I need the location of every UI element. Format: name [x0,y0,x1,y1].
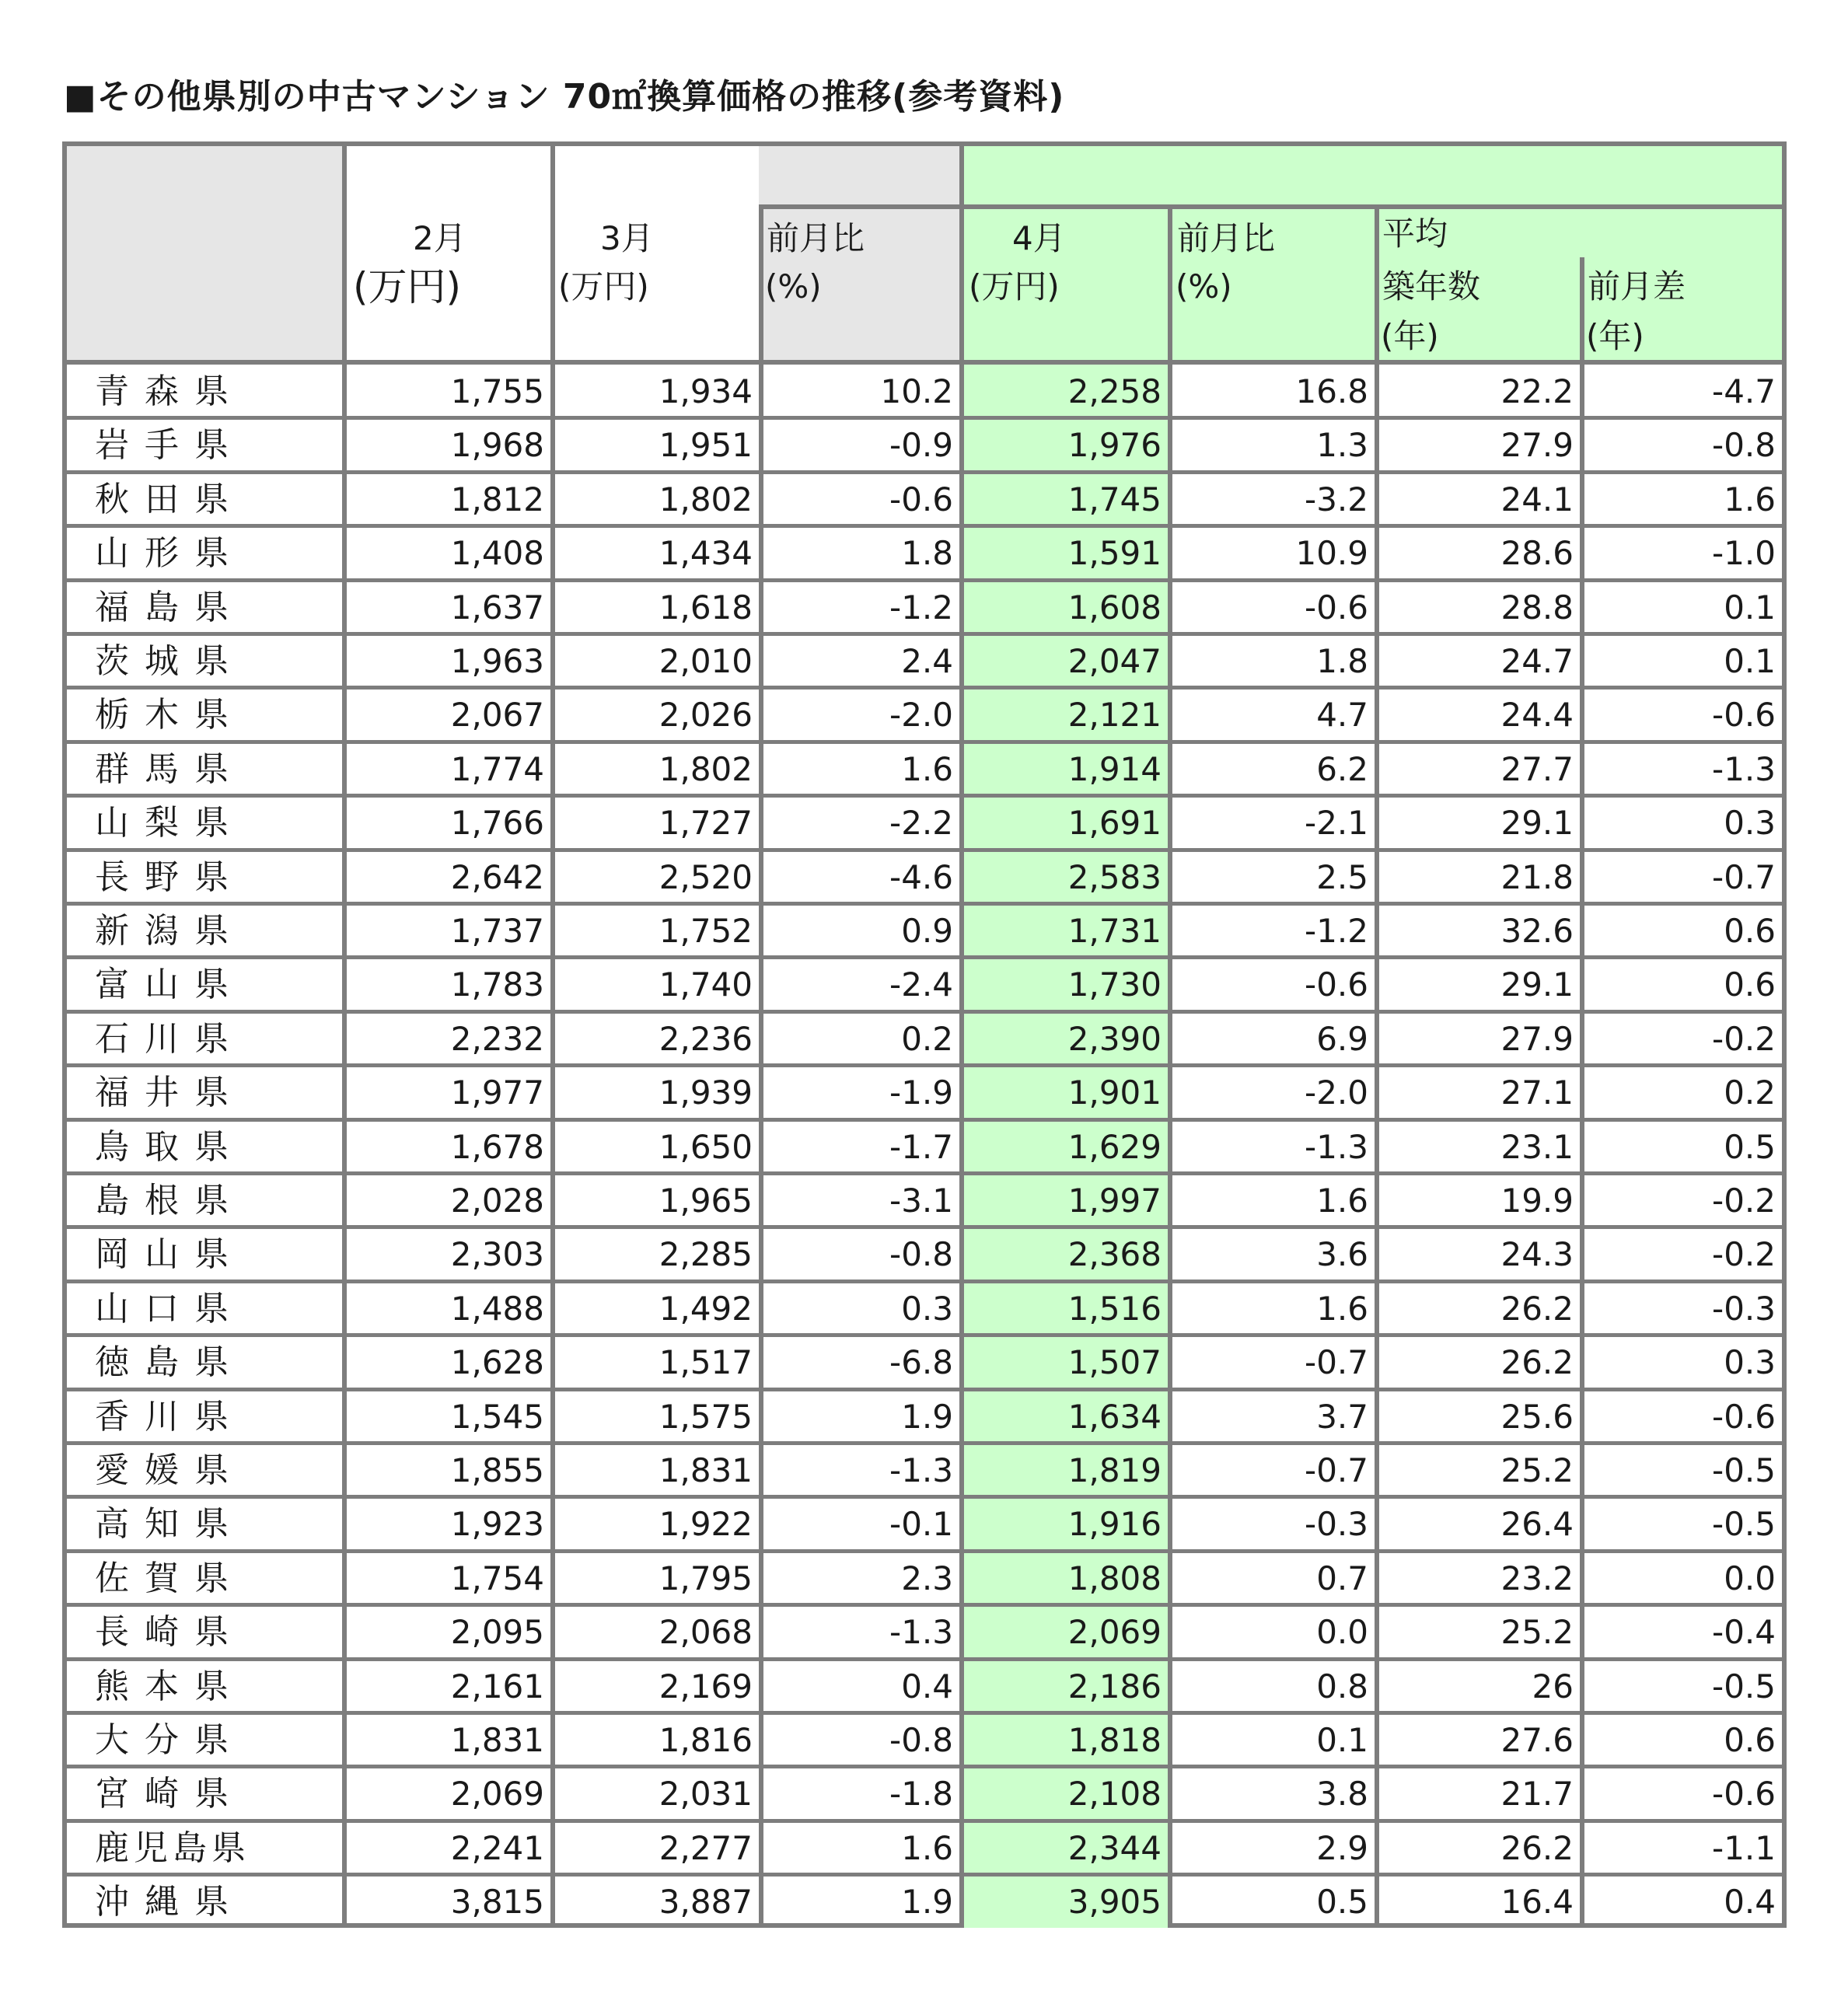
cell-age-diff: -0.2 [1712,1182,1776,1220]
prefecture-name: 石川県 [95,1018,244,1059]
cell-mar-chg: 0.4 [901,1667,953,1705]
cell-mar: 1,517 [659,1343,753,1382]
cell-age-diff: 0.3 [1724,1343,1776,1382]
table-row [67,1713,1782,1767]
cell-feb: 2,161 [450,1667,544,1705]
cell-age: 26.2 [1500,1828,1574,1867]
prefecture-name: 鳥取県 [95,1126,244,1167]
cell-apr: 2,108 [1067,1775,1162,1814]
prefecture-name: 群馬県 [95,749,244,789]
prefecture-name: 香川県 [95,1396,244,1437]
cell-apr: 2,583 [1067,857,1162,896]
cell-mar: 1,434 [659,534,753,573]
cell-age-diff: -1.3 [1712,749,1776,788]
cell-feb: 2,095 [450,1613,544,1652]
cell-apr-chg: -2.1 [1305,804,1368,843]
cell-mar: 3,887 [659,1883,753,1922]
table-row [67,1066,1782,1119]
cell-apr-chg: -0.7 [1305,1343,1368,1382]
cell-apr-chg: 0.8 [1316,1667,1368,1705]
cell-mar-chg: -1.2 [889,588,953,627]
cell-apr: 2,186 [1067,1667,1162,1705]
table-row [67,418,1782,472]
cell-mar-chg: -0.8 [889,1721,953,1759]
cell-apr: 1,634 [1067,1397,1162,1436]
cell-feb: 1,977 [450,1074,544,1112]
cell-mar: 1,802 [659,480,753,518]
cell-mar: 2,010 [659,642,753,680]
cell-mar: 1,492 [659,1289,753,1328]
cell-feb: 1,678 [450,1127,544,1166]
prefecture-name: 富山県 [95,965,244,1005]
cell-apr-chg: 4.7 [1316,696,1368,735]
header-feb-unit: (万円) [353,264,462,309]
header-mar-unit: (万円) [558,267,649,305]
table-row [67,1821,1782,1875]
cell-apr: 2,344 [1067,1828,1162,1867]
table-row [67,796,1782,850]
cell-feb: 1,408 [450,534,544,573]
cell-apr-chg: 3.6 [1316,1235,1368,1274]
cell-feb: 1,968 [450,426,544,465]
prefecture-name: 大分県 [95,1720,244,1760]
cell-mar: 1,831 [659,1451,753,1489]
table-row [67,1335,1782,1389]
header-bg-green [964,146,1782,360]
cell-apr-chg: -0.6 [1305,965,1368,1004]
table-row [67,1605,1782,1659]
header-mar-change-label: 前月比 [767,219,865,257]
cell-apr: 1,608 [1067,588,1162,627]
cell-mar-chg: 2.3 [901,1559,953,1597]
table-row [67,1227,1782,1281]
cell-apr: 2,368 [1067,1235,1162,1274]
cell-feb: 2,642 [450,857,544,896]
cell-age-diff: -0.7 [1712,857,1776,896]
prefecture-name: 徳島県 [95,1342,244,1383]
cell-age: 24.3 [1500,1235,1574,1274]
table-row [67,581,1782,634]
cell-apr: 1,819 [1067,1451,1162,1489]
header-apr-change-unit: (%) [1176,267,1232,305]
cell-apr-chg: 0.5 [1316,1883,1368,1922]
cell-mar: 1,951 [659,426,753,465]
cell-mar-chg: -2.0 [889,696,953,735]
prefecture-name: 岡山県 [95,1234,244,1275]
cell-age: 24.7 [1500,642,1574,680]
cell-mar: 1,802 [659,749,753,788]
cell-apr-chg: -0.7 [1305,1451,1368,1489]
cell-age: 21.8 [1500,857,1574,896]
cell-age: 24.1 [1500,480,1574,518]
table-row [67,365,1782,418]
cell-age-diff: -0.2 [1712,1019,1776,1058]
cell-apr: 1,629 [1067,1127,1162,1166]
cell-mar-chg: 1.8 [901,534,953,573]
cell-age-diff: -0.6 [1712,1397,1776,1436]
cell-feb: 1,628 [450,1343,544,1382]
cell-mar: 1,816 [659,1721,753,1759]
header-line-mar-change [759,204,763,360]
prefecture-name: 茨城県 [95,641,244,681]
cell-apr: 1,591 [1067,534,1162,573]
header-avg-age-label2: 築年数 [1382,267,1481,305]
cell-feb: 2,241 [450,1828,544,1867]
cell-apr-chg: 0.7 [1316,1559,1368,1597]
cell-mar-chg: -0.8 [889,1235,953,1274]
cell-age-diff: 0.6 [1724,912,1776,950]
cell-age-diff: -0.5 [1712,1667,1776,1705]
cell-apr-chg: 6.9 [1316,1019,1368,1058]
cell-age-diff: 0.2 [1724,1074,1776,1112]
prefecture-name: 山形県 [95,533,244,574]
cell-apr: 1,516 [1067,1289,1162,1328]
prefecture-name: 熊本県 [95,1666,244,1706]
cell-mar: 1,752 [659,912,753,950]
prefecture-name: 高知県 [95,1504,244,1545]
cell-feb: 2,069 [450,1775,544,1814]
cell-feb: 2,303 [450,1235,544,1274]
prefecture-name: 青森県 [95,372,244,411]
table-row [67,904,1782,958]
cell-feb: 1,545 [450,1397,544,1436]
header-mar-change-unit: (%) [765,267,822,305]
cell-age: 25.6 [1500,1397,1574,1436]
cell-apr-chg: -1.2 [1305,912,1368,950]
cell-age: 27.6 [1500,1721,1574,1759]
cell-mar: 2,520 [659,857,753,896]
cell-apr-chg: 3.8 [1316,1775,1368,1814]
cell-age: 27.9 [1500,1019,1574,1058]
cell-age-diff: -0.3 [1712,1289,1776,1328]
cell-age-diff: -1.1 [1712,1828,1776,1867]
cell-age: 23.2 [1500,1559,1574,1597]
cell-age: 28.8 [1500,588,1574,627]
cell-apr-chg: 2.5 [1316,857,1368,896]
prefecture-name: 愛媛県 [95,1451,244,1490]
prefecture-name: 秋田県 [95,479,244,519]
table-row [67,473,1782,526]
cell-apr-chg: 1.3 [1316,426,1368,465]
cell-apr-chg: 0.0 [1316,1613,1368,1652]
header-mar-month: 3月 [600,219,654,257]
cell-mar-chg: 0.9 [901,912,953,950]
header-line-mar-split [759,204,964,209]
cell-feb: 2,028 [450,1182,544,1220]
cell-age-diff: 0.1 [1724,642,1776,680]
cell-age: 19.9 [1500,1182,1574,1220]
cell-mar-chg: -1.7 [889,1127,953,1166]
header-apr-month: 4月 [1012,219,1066,257]
cell-apr: 1,914 [1067,749,1162,788]
cell-mar-chg: 1.6 [901,1828,953,1867]
prefecture-name: 山梨県 [95,803,244,843]
cell-age: 32.6 [1500,912,1574,950]
cell-age: 26 [1532,1667,1574,1705]
cell-feb: 1,766 [450,804,544,843]
cell-mar-chg: 0.3 [901,1289,953,1328]
cell-feb: 1,774 [450,749,544,788]
cell-apr-chg: 1.8 [1316,642,1368,680]
header-line-age-diff [1580,257,1584,360]
prefecture-name: 長崎県 [95,1612,244,1653]
cell-apr: 3,905 [1067,1883,1162,1922]
cell-feb: 2,232 [450,1019,544,1058]
cell-feb: 1,963 [450,642,544,680]
cell-apr-chg: 6.2 [1316,749,1368,788]
cell-feb: 1,737 [450,912,544,950]
cell-apr-chg: -2.0 [1305,1074,1368,1112]
cell-age: 26.2 [1500,1343,1574,1382]
cell-age: 22.2 [1500,372,1574,410]
cell-age: 26.4 [1500,1505,1574,1544]
table-row [67,1012,1782,1066]
prefecture-name: 佐賀県 [95,1558,244,1598]
prefecture-name: 長野県 [95,857,244,897]
cell-apr: 1,916 [1067,1505,1162,1544]
prefecture-name: 宮崎県 [95,1774,244,1814]
cell-mar-chg: 1.6 [901,749,953,788]
cell-apr-chg: -3.2 [1305,480,1368,518]
cell-feb: 1,755 [450,372,544,410]
table-row [67,1390,1782,1444]
cell-apr: 1,976 [1067,426,1162,465]
cell-mar-chg: -3.1 [889,1182,953,1220]
cell-mar-chg: -4.6 [889,857,953,896]
cell-age-diff: 0.6 [1724,1721,1776,1759]
header-avg-age-unit: (年) [1381,317,1439,355]
header-apr-change-label: 前月比 [1177,219,1276,257]
cell-apr-chg: 0.1 [1316,1721,1368,1759]
cell-mar: 1,939 [659,1074,753,1112]
cell-age: 28.6 [1500,534,1574,573]
price-table [62,141,1787,1928]
cell-feb: 3,815 [450,1883,544,1922]
cell-mar: 1,795 [659,1559,753,1597]
header-age-diff-unit: (年) [1586,317,1644,355]
cell-age: 25.2 [1500,1451,1574,1489]
header-line-apr-change [1168,204,1172,360]
cell-mar-chg: -1.9 [889,1074,953,1112]
cell-mar: 2,277 [659,1828,753,1867]
cell-age-diff: 0.6 [1724,965,1776,1004]
cell-feb: 1,812 [450,480,544,518]
cell-age-diff: 0.0 [1724,1559,1776,1597]
cell-apr: 1,745 [1067,480,1162,518]
cell-mar-chg: -1.3 [889,1451,953,1489]
cell-age: 26.2 [1500,1289,1574,1328]
table-row [67,1767,1782,1821]
prefecture-name: 新潟県 [95,911,244,951]
cell-feb: 1,754 [450,1559,544,1597]
cell-age: 16.4 [1500,1883,1574,1922]
cell-mar-chg: -0.9 [889,426,953,465]
prefecture-name: 栃木県 [95,695,244,735]
cell-apr-chg: 16.8 [1295,372,1368,410]
table-row [67,1174,1782,1227]
table-row [67,1497,1782,1551]
cell-apr-chg: -0.3 [1305,1505,1368,1544]
header-avg-age-label1: 平均 [1382,215,1448,253]
table-row [67,742,1782,796]
header-line-avg-age [1375,204,1379,360]
table-row [67,1120,1782,1174]
cell-age: 27.7 [1500,749,1574,788]
prefecture-name: 福井県 [95,1073,244,1113]
cell-mar: 1,740 [659,965,753,1004]
cell-mar: 1,922 [659,1505,753,1544]
table-row [67,1552,1782,1605]
cell-feb: 1,855 [450,1451,544,1489]
cell-age: 21.7 [1500,1775,1574,1814]
cell-mar-chg: -1.3 [889,1613,953,1652]
prefecture-name: 山口県 [95,1288,244,1328]
cell-apr: 1,997 [1067,1182,1162,1220]
cell-mar: 1,575 [659,1397,753,1436]
cell-mar-chg: -6.8 [889,1343,953,1382]
cell-mar: 1,934 [659,372,753,410]
prefecture-name: 岩手県 [95,425,244,466]
cell-apr-chg: 1.6 [1316,1182,1368,1220]
cell-apr: 2,047 [1067,642,1162,680]
cell-apr: 1,507 [1067,1343,1162,1382]
cell-mar: 1,618 [659,588,753,627]
cell-age-diff: -0.6 [1712,696,1776,735]
page-title: ■その他県別の中古マンション 70㎡換算価格の推移(参考資料) [64,77,1065,117]
table-row [67,1444,1782,1497]
cell-age-diff: -4.7 [1712,372,1776,410]
table-row [67,850,1782,904]
cell-mar: 1,727 [659,804,753,843]
cell-mar: 2,169 [659,1667,753,1705]
cell-apr: 2,258 [1067,372,1162,410]
prefecture-name: 島根県 [95,1181,244,1220]
cell-mar-chg: 1.9 [901,1397,953,1436]
cell-apr: 2,069 [1067,1613,1162,1652]
cell-mar-chg: -2.4 [889,965,953,1004]
cell-apr: 1,730 [1067,965,1162,1004]
cell-mar: 2,031 [659,1775,753,1814]
cell-mar-chg: 0.2 [901,1019,953,1058]
cell-mar: 1,965 [659,1182,753,1220]
cell-age-diff: 0.3 [1724,804,1776,843]
cell-mar-chg: 2.4 [901,642,953,680]
cell-mar-chg: -2.2 [889,804,953,843]
prefecture-name: 福島県 [95,587,244,627]
cell-apr-chg: 1.6 [1316,1289,1368,1328]
cell-mar-chg: 1.9 [901,1883,953,1922]
cell-feb: 2,067 [450,696,544,735]
cell-age-diff: 0.4 [1724,1883,1776,1922]
cell-apr-chg: -1.3 [1305,1127,1368,1166]
cell-apr: 1,901 [1067,1074,1162,1112]
cell-feb: 1,923 [450,1505,544,1544]
cell-age-diff: 1.6 [1724,480,1776,518]
cell-mar: 2,285 [659,1235,753,1274]
cell-feb: 1,488 [450,1289,544,1328]
table-row [67,1875,1782,1929]
cell-age: 24.4 [1500,696,1574,735]
cell-age-diff: -0.5 [1712,1451,1776,1489]
cell-mar: 2,236 [659,1019,753,1058]
cell-feb: 1,783 [450,965,544,1004]
cell-apr-chg: 10.9 [1295,534,1368,573]
cell-mar: 2,068 [659,1613,753,1652]
prefecture-name: 鹿児島県 [95,1828,250,1868]
cell-age-diff: 0.5 [1724,1127,1776,1166]
prefecture-name: 沖縄県 [95,1882,244,1922]
cell-age-diff: -0.6 [1712,1775,1776,1814]
table-row [67,526,1782,580]
table-row [67,958,1782,1011]
cell-age-diff: -0.4 [1712,1613,1776,1652]
cell-apr: 1,818 [1067,1721,1162,1759]
cell-age-diff: 0.1 [1724,588,1776,627]
cell-mar-chg: -0.6 [889,480,953,518]
cell-apr: 1,808 [1067,1559,1162,1597]
cell-age: 29.1 [1500,804,1574,843]
header-feb-month: 2月 [413,219,466,257]
cell-mar-chg: -1.8 [889,1775,953,1814]
cell-apr: 2,390 [1067,1019,1162,1058]
cell-apr: 1,731 [1067,912,1162,950]
cell-apr-chg: 2.9 [1316,1828,1368,1867]
table-row [67,1282,1782,1335]
cell-mar: 2,026 [659,696,753,735]
cell-age: 29.1 [1500,965,1574,1004]
cell-mar-chg: 10.2 [880,372,953,410]
cell-age-diff: -0.8 [1712,426,1776,465]
cell-apr: 1,691 [1067,804,1162,843]
table-row [67,688,1782,742]
cell-age: 25.2 [1500,1613,1574,1652]
cell-age: 23.1 [1500,1127,1574,1166]
cell-age: 27.1 [1500,1074,1574,1112]
header-age-diff-label: 前月差 [1588,267,1686,305]
cell-age-diff: -0.2 [1712,1235,1776,1274]
cell-age-diff: -0.5 [1712,1505,1776,1544]
header-apr-unit: (万円) [969,267,1060,305]
cell-mar: 1,650 [659,1127,753,1166]
cell-apr-chg: -0.6 [1305,588,1368,627]
cell-age: 27.9 [1500,426,1574,465]
table-row [67,634,1782,688]
cell-age-diff: -1.0 [1712,534,1776,573]
table-row [67,1660,1782,1713]
cell-apr-chg: 3.7 [1316,1397,1368,1436]
header-mar-bg [555,146,759,360]
cell-feb: 1,831 [450,1721,544,1759]
cell-feb: 1,637 [450,588,544,627]
header-line-apr-split [964,204,1782,209]
cell-mar-chg: -0.1 [889,1505,953,1544]
cell-apr: 2,121 [1067,696,1162,735]
